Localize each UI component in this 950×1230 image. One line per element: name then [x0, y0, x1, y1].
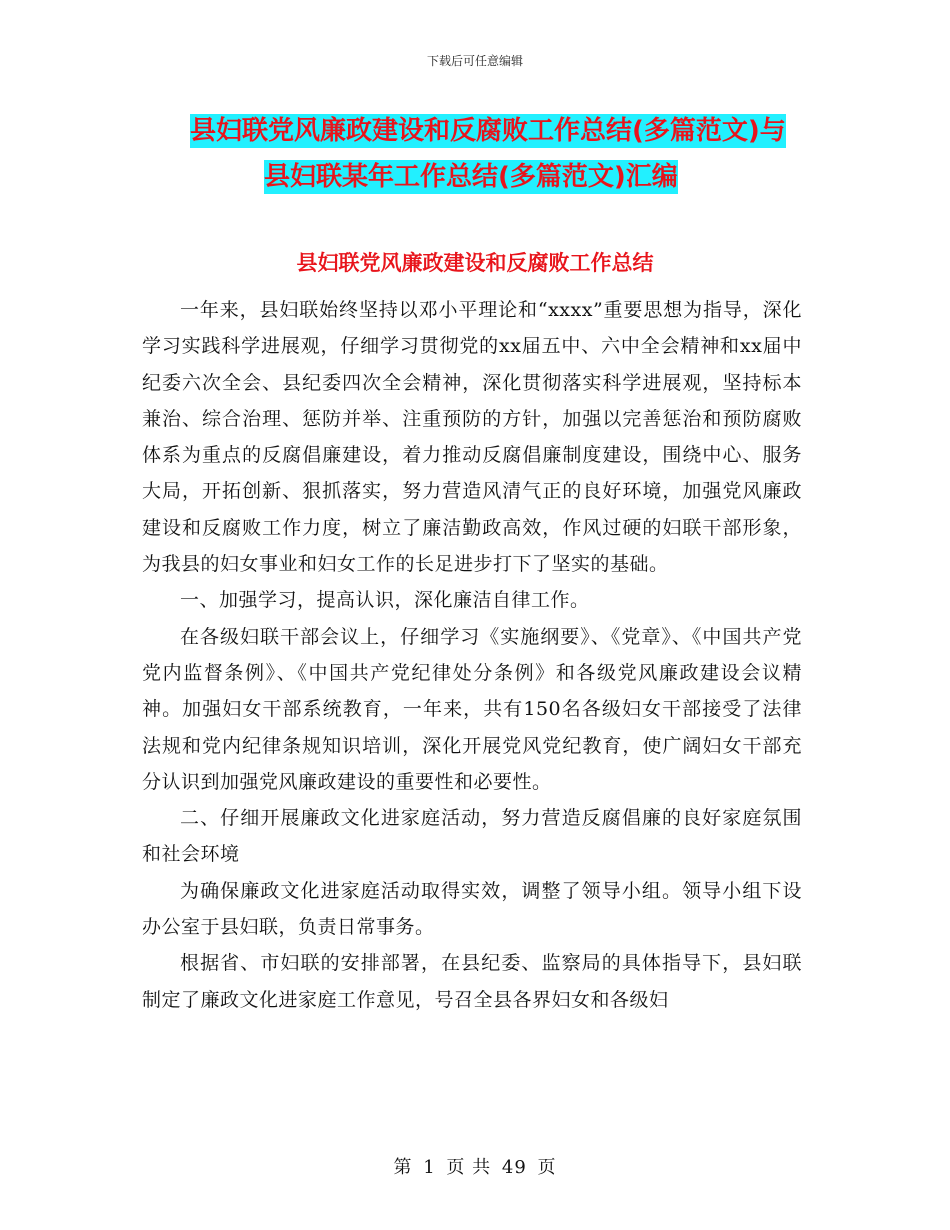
page-label-mid: 页 共	[446, 1157, 492, 1178]
paragraph: 一年来，县妇联始终坚持以邓小平理论和“xxxx”重要思想为指导，深化学习实践科学进展观，仔细学习贯彻党的xx届五中、六中全会精神和xx届中纪委六次全会、县纪委四次全会精神，深化贯彻落实科学进展观，坚持标本兼治、综合治理、惩防并举、注重预防的方针，加强以完善惩治和预防腐败体系为重点的反腐倡廉建设，着力推动反腐倡廉制度建设，围绕中心、服务大局，开拓创新、狠抓落实，努力营造风清气正的良好环境，加强党风廉政建设和反腐败工作力度，树立了廉洁勤政高效，作风过硬的妇联干部形象，为我县的妇女事业和妇女工作的长足进步打下了坚实的基础。	[142, 299, 802, 576]
page-label-suffix: 页	[537, 1157, 557, 1178]
page-footer	[0, 1153, 950, 1179]
document-body	[142, 292, 802, 1018]
paragraph: 一、加强学习，提高认识，深化廉洁自律工作。	[180, 589, 590, 612]
paragraph: 在各级妇联干部会议上，仔细学习《实施纲要》、《党章》、《中国共产党党内监督条例》、《中国共产党纪律处分条例》和各级党风廉政建设会议精神。加强妇女干部系统教育，一年来，共有150名各级妇女干部接受了法律法规和党内纪律条规知识培训，深化开展党风党纪教育，使广阔妇女干部充分认识到加强党风廉政建设的重要性和必要性。	[142, 625, 802, 793]
total-pages: 49	[501, 1157, 527, 1178]
title-line-1: 县妇联党风廉政建设和反腐败工作总结(多篇范文)与	[190, 116, 786, 146]
section-title: 县妇联党风廉政建设和反腐败工作总结	[296, 251, 654, 275]
paragraph: 二、仔细开展廉政文化进家庭活动，努力营造反腐倡廉的良好家庭氛围和社会环境	[142, 807, 802, 866]
title-line-2: 县妇联某年工作总结(多篇范文)汇编	[264, 162, 678, 192]
paragraph: 根据省、市妇联的安排部署，在县纪委、监察局的具体指导下，县妇联制定了廉政文化进家庭工作意见，号召全县各界妇女和各级妇	[142, 952, 802, 1011]
page-number: 1	[423, 1157, 436, 1178]
paragraph: 为确保廉政文化进家庭活动取得实效，调整了领导小组。领导小组下设办公室于县妇联，负责日常事务。	[142, 879, 802, 939]
header-note: 下载后可任意编辑	[426, 54, 523, 68]
page-label-prefix: 第	[393, 1157, 413, 1178]
document-title	[190, 108, 830, 200]
